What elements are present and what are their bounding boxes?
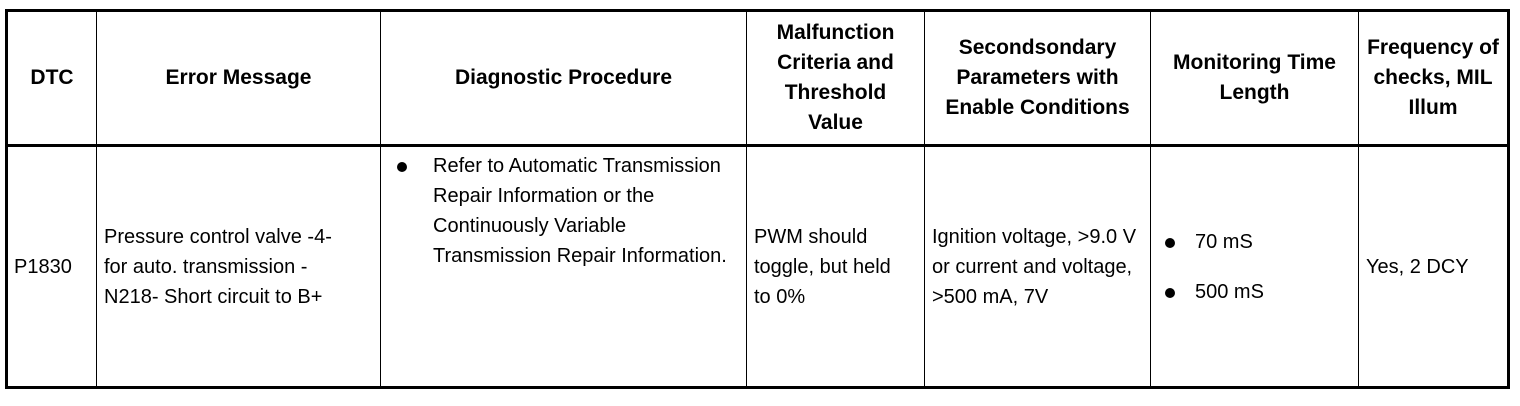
monitoring-value: 70 mS bbox=[1195, 230, 1253, 253]
list-item bbox=[1165, 267, 1354, 317]
cell-diagnostic-procedure bbox=[381, 146, 747, 388]
header-row bbox=[7, 11, 1509, 146]
header-error-message: Error Message bbox=[97, 11, 381, 146]
header-monitoring-time: Monitoring Time Length bbox=[1151, 11, 1359, 146]
bullet-icon bbox=[1165, 238, 1175, 248]
table-row bbox=[7, 146, 1509, 388]
procedure-list bbox=[397, 151, 742, 271]
header-frequency: Frequency of checks, MIL Illum bbox=[1359, 11, 1509, 146]
header-secondary-parameters: Secondsondary Parameters with Enable Conditions bbox=[925, 11, 1151, 146]
monitoring-value: 500 mS bbox=[1195, 280, 1264, 303]
cell-error-message: Pressure control valve -4- for auto. transmission -N218- Short circuit to B+ bbox=[97, 146, 381, 388]
cell-monitoring-time bbox=[1151, 146, 1359, 388]
header-dtc: DTC bbox=[7, 11, 97, 146]
cell-dtc: P1830 bbox=[7, 146, 97, 388]
monitoring-list bbox=[1165, 217, 1354, 317]
procedure-text: Refer to Automatic Transmission Repair Information or the Continuously Variable Transmission Repair Information. bbox=[433, 155, 727, 267]
cell-secondary-parameters: Ignition voltage, >9.0 V or current and voltage, >500 mA, 7V bbox=[925, 146, 1151, 388]
dtc-table bbox=[5, 9, 1510, 389]
list-item bbox=[397, 151, 742, 271]
list-item bbox=[1165, 217, 1354, 267]
bullet-icon bbox=[1165, 288, 1175, 298]
header-malfunction-criteria: Malfunction Criteria and Threshold Value bbox=[747, 11, 925, 146]
cell-frequency: Yes, 2 DCY bbox=[1359, 146, 1509, 388]
bullet-icon bbox=[397, 162, 407, 172]
header-diagnostic-procedure: Diagnostic Procedure bbox=[381, 11, 747, 146]
cell-malfunction-criteria: PWM should toggle, but held to 0% bbox=[747, 146, 925, 388]
